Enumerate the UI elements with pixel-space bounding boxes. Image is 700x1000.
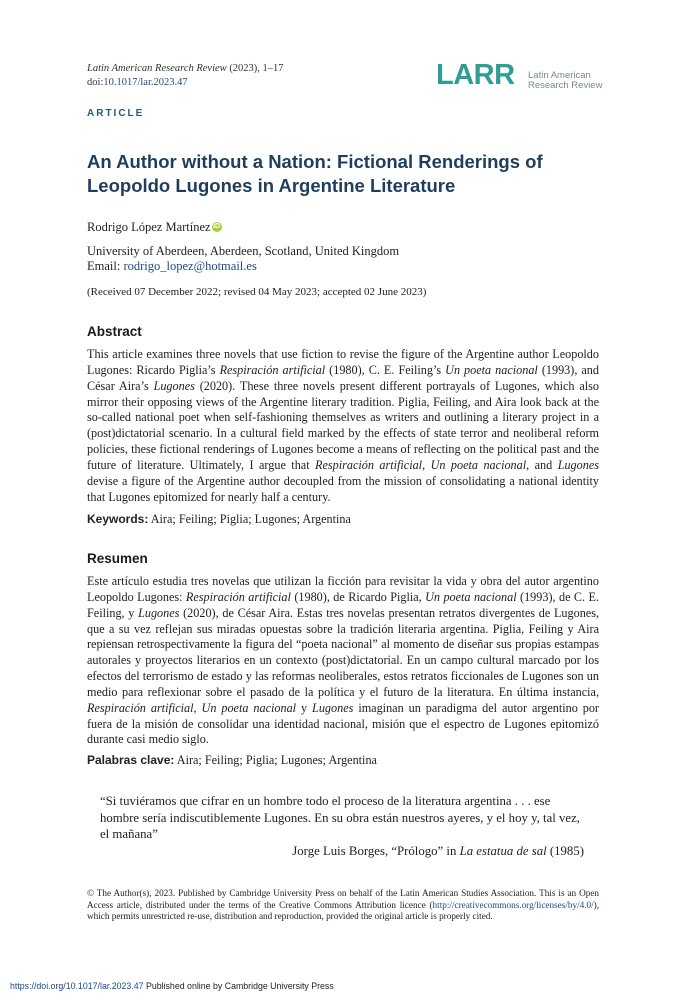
resumen-body bbox=[87, 574, 599, 748]
received-dates: (Received 07 December 2022; revised 04 May 2023; accepted 02 June 2023) bbox=[87, 286, 427, 298]
license-text: © The Author(s), 2023. Published by Cambridge University Press on behalf of the Latin American Studies Association. This is an Open Access article, distributed under the terms of the Creative Commons Attribution licence ( bbox=[87, 888, 599, 910]
email-label: Email: bbox=[87, 259, 124, 273]
palabras-clave-text: Aira; Feiling; Piglia; Lugones; Argentina bbox=[174, 753, 377, 767]
abstract-italic: Lugones bbox=[153, 378, 195, 393]
page-footer bbox=[10, 981, 334, 991]
affiliation-block bbox=[87, 244, 399, 274]
abstract-text: (1993), and César Aira’s bbox=[87, 362, 599, 393]
logo-line-2: Research Review bbox=[528, 80, 603, 91]
title-line-1: An Author without a Nation: Fictional Renderings of bbox=[87, 151, 543, 172]
journal-citation bbox=[87, 62, 284, 76]
resumen-italic: Un poeta nacional bbox=[201, 700, 297, 715]
resumen-text: Este artículo estudia tres novelas que utilizan la ficción para revisitar la vida y obra del autor argentino Leopoldo Lugones: bbox=[87, 574, 599, 604]
abstract-italic: Un poeta nacional bbox=[430, 457, 527, 472]
license-notice bbox=[87, 888, 599, 923]
epigraph bbox=[100, 793, 584, 859]
resumen-text: (2020), de César Aira. Estas tres novelas presentan retratos divergentes de Lugones, que a su vez reflejan sus miradas opuestas sobre la tradición literaria argentina. Piglia, Feiling y Aira repiensan retrospectivamente la figura del “poeta nacional” al momento de diseñar sus propias estampas autorales y proyectos literarios en un contexto (post)dictatorial. En un campo cultural marcado por los efectos del terrorismo de estado y las reformas neoliberales, estos retratos ficcionales de Lugones son un medio para reflexionar sobre el pasado de la política y el futuro de la literatura. En última instancia, bbox=[87, 605, 599, 699]
epigraph-source-year: (1985) bbox=[546, 843, 584, 858]
resumen-text: (1993), de C. E. Feiling, y bbox=[87, 589, 599, 620]
footer-published: Published online by Cambridge University Press bbox=[143, 981, 334, 991]
larr-logo bbox=[436, 61, 606, 91]
resumen-italic: Respiración artificial bbox=[87, 700, 194, 715]
abstract-italic: Respiración artificial bbox=[219, 362, 326, 377]
palabras-clave-line bbox=[87, 753, 377, 768]
logo-line-1: Latin American bbox=[528, 70, 591, 81]
resumen-italic: Lugones bbox=[312, 700, 354, 715]
article-title bbox=[87, 150, 617, 198]
doi-link[interactable]: 10.1017/lar.2023.47 bbox=[103, 77, 188, 88]
keywords-label: Keywords: bbox=[87, 512, 149, 526]
epigraph-source bbox=[100, 843, 584, 860]
keywords-text: Aira; Feiling; Piglia; Lugones; Argentina bbox=[148, 512, 351, 526]
title-line-2: Leopoldo Lugones in Argentine Literature bbox=[87, 175, 456, 196]
resumen-italic: Un poeta nacional bbox=[425, 589, 517, 604]
author-line bbox=[87, 220, 222, 235]
resumen-text: , bbox=[193, 700, 202, 715]
abstract-italic: Respiración artificial bbox=[315, 457, 423, 472]
journal-year-pages: (2023), 1–17 bbox=[226, 63, 284, 74]
resumen-text: imaginan un paradigma del autor argentino por fuera de la misión de consolidar una identidad nacional, misión que el espectro de Lugones epitomizó durante casi medio siglo. bbox=[87, 700, 599, 747]
article-type-label: ARTICLE bbox=[87, 108, 145, 119]
keywords-line bbox=[87, 512, 351, 527]
abstract-text: , and bbox=[526, 457, 558, 472]
affiliation: University of Aberdeen, Aberdeen, Scotland, United Kingdom bbox=[87, 244, 400, 258]
doi-line bbox=[87, 76, 284, 90]
email-link[interactable]: rodrigo_lopez@hotmail.es bbox=[123, 259, 257, 273]
citation-block bbox=[87, 62, 284, 90]
palabras-clave-label: Palabras clave: bbox=[87, 753, 175, 767]
license-link[interactable]: http://creativecommons.org/licenses/by/4.0/ bbox=[432, 899, 594, 910]
resumen-heading: Resumen bbox=[87, 551, 148, 566]
resumen-text: y bbox=[296, 700, 313, 715]
doi-prefix: doi: bbox=[87, 77, 104, 88]
logo-journal-name bbox=[528, 71, 602, 91]
resumen-text: (1980), de Ricardo Piglia, bbox=[290, 589, 426, 604]
footer-doi-link[interactable]: https://doi.org/10.1017/lar.2023.47 bbox=[10, 981, 144, 991]
abstract-italic: Lugones bbox=[557, 457, 599, 472]
orcid-icon[interactable]: iD bbox=[213, 223, 221, 230]
epigraph-source-author: Jorge Luis Borges, “Prólogo” in bbox=[292, 843, 460, 858]
license-text: ), which permits unrestricted re-use, distribution and reproduction, provided the original article is properly cited. bbox=[87, 899, 599, 922]
abstract-text: (1980), C. E. Feiling’s bbox=[325, 362, 446, 377]
resumen-italic: Lugones bbox=[138, 605, 180, 620]
epigraph-source-title: La estatua de sal bbox=[459, 843, 547, 858]
abstract-text: , bbox=[422, 457, 431, 472]
logo-mark: LARR bbox=[436, 59, 515, 91]
abstract-text: (2020). These three novels present different portrayals of Lugones, which also mirror their opposing views of the Argentine literary tradition. Piglia, Feiling, and Aira look back at the so-called national poet when self-fashioning themselves as writers and outlining a literary project in a (post)dictatorial scenario. In a cultural field marked by the effects of state terror and neoliberal reform policies, these fictional renderings of Lugones become a means of reflecting on the political past and the future of literature. Ultimately, I argue that bbox=[87, 378, 599, 472]
abstract-italic: Un poeta nacional bbox=[445, 362, 538, 377]
abstract-text: devise a figure of the Argentine author decoupled from the mission of consolidating a national identity that Lugones epitomized for nearly half a century. bbox=[87, 473, 599, 504]
resumen-italic: Respiración artificial bbox=[185, 589, 291, 604]
author-name: Rodrigo López Martínez bbox=[87, 220, 211, 234]
email-line bbox=[87, 259, 399, 274]
journal-name: Latin American Research Review bbox=[87, 63, 227, 74]
abstract-heading: Abstract bbox=[87, 324, 142, 339]
abstract-text: This article examines three novels that use fiction to revise the figure of the Argentine author Leopoldo Lugones: Ricardo Piglia’s bbox=[87, 347, 599, 377]
abstract-body bbox=[87, 347, 599, 505]
epigraph-text: “Si tuviéramos que cifrar en un hombre todo el proceso de la literatura argentina . . . ese hombre sería indiscutiblemente Lugones. En su obra están nuestros ayeres, y el hoy y, tal vez, el mañana” bbox=[100, 794, 580, 841]
